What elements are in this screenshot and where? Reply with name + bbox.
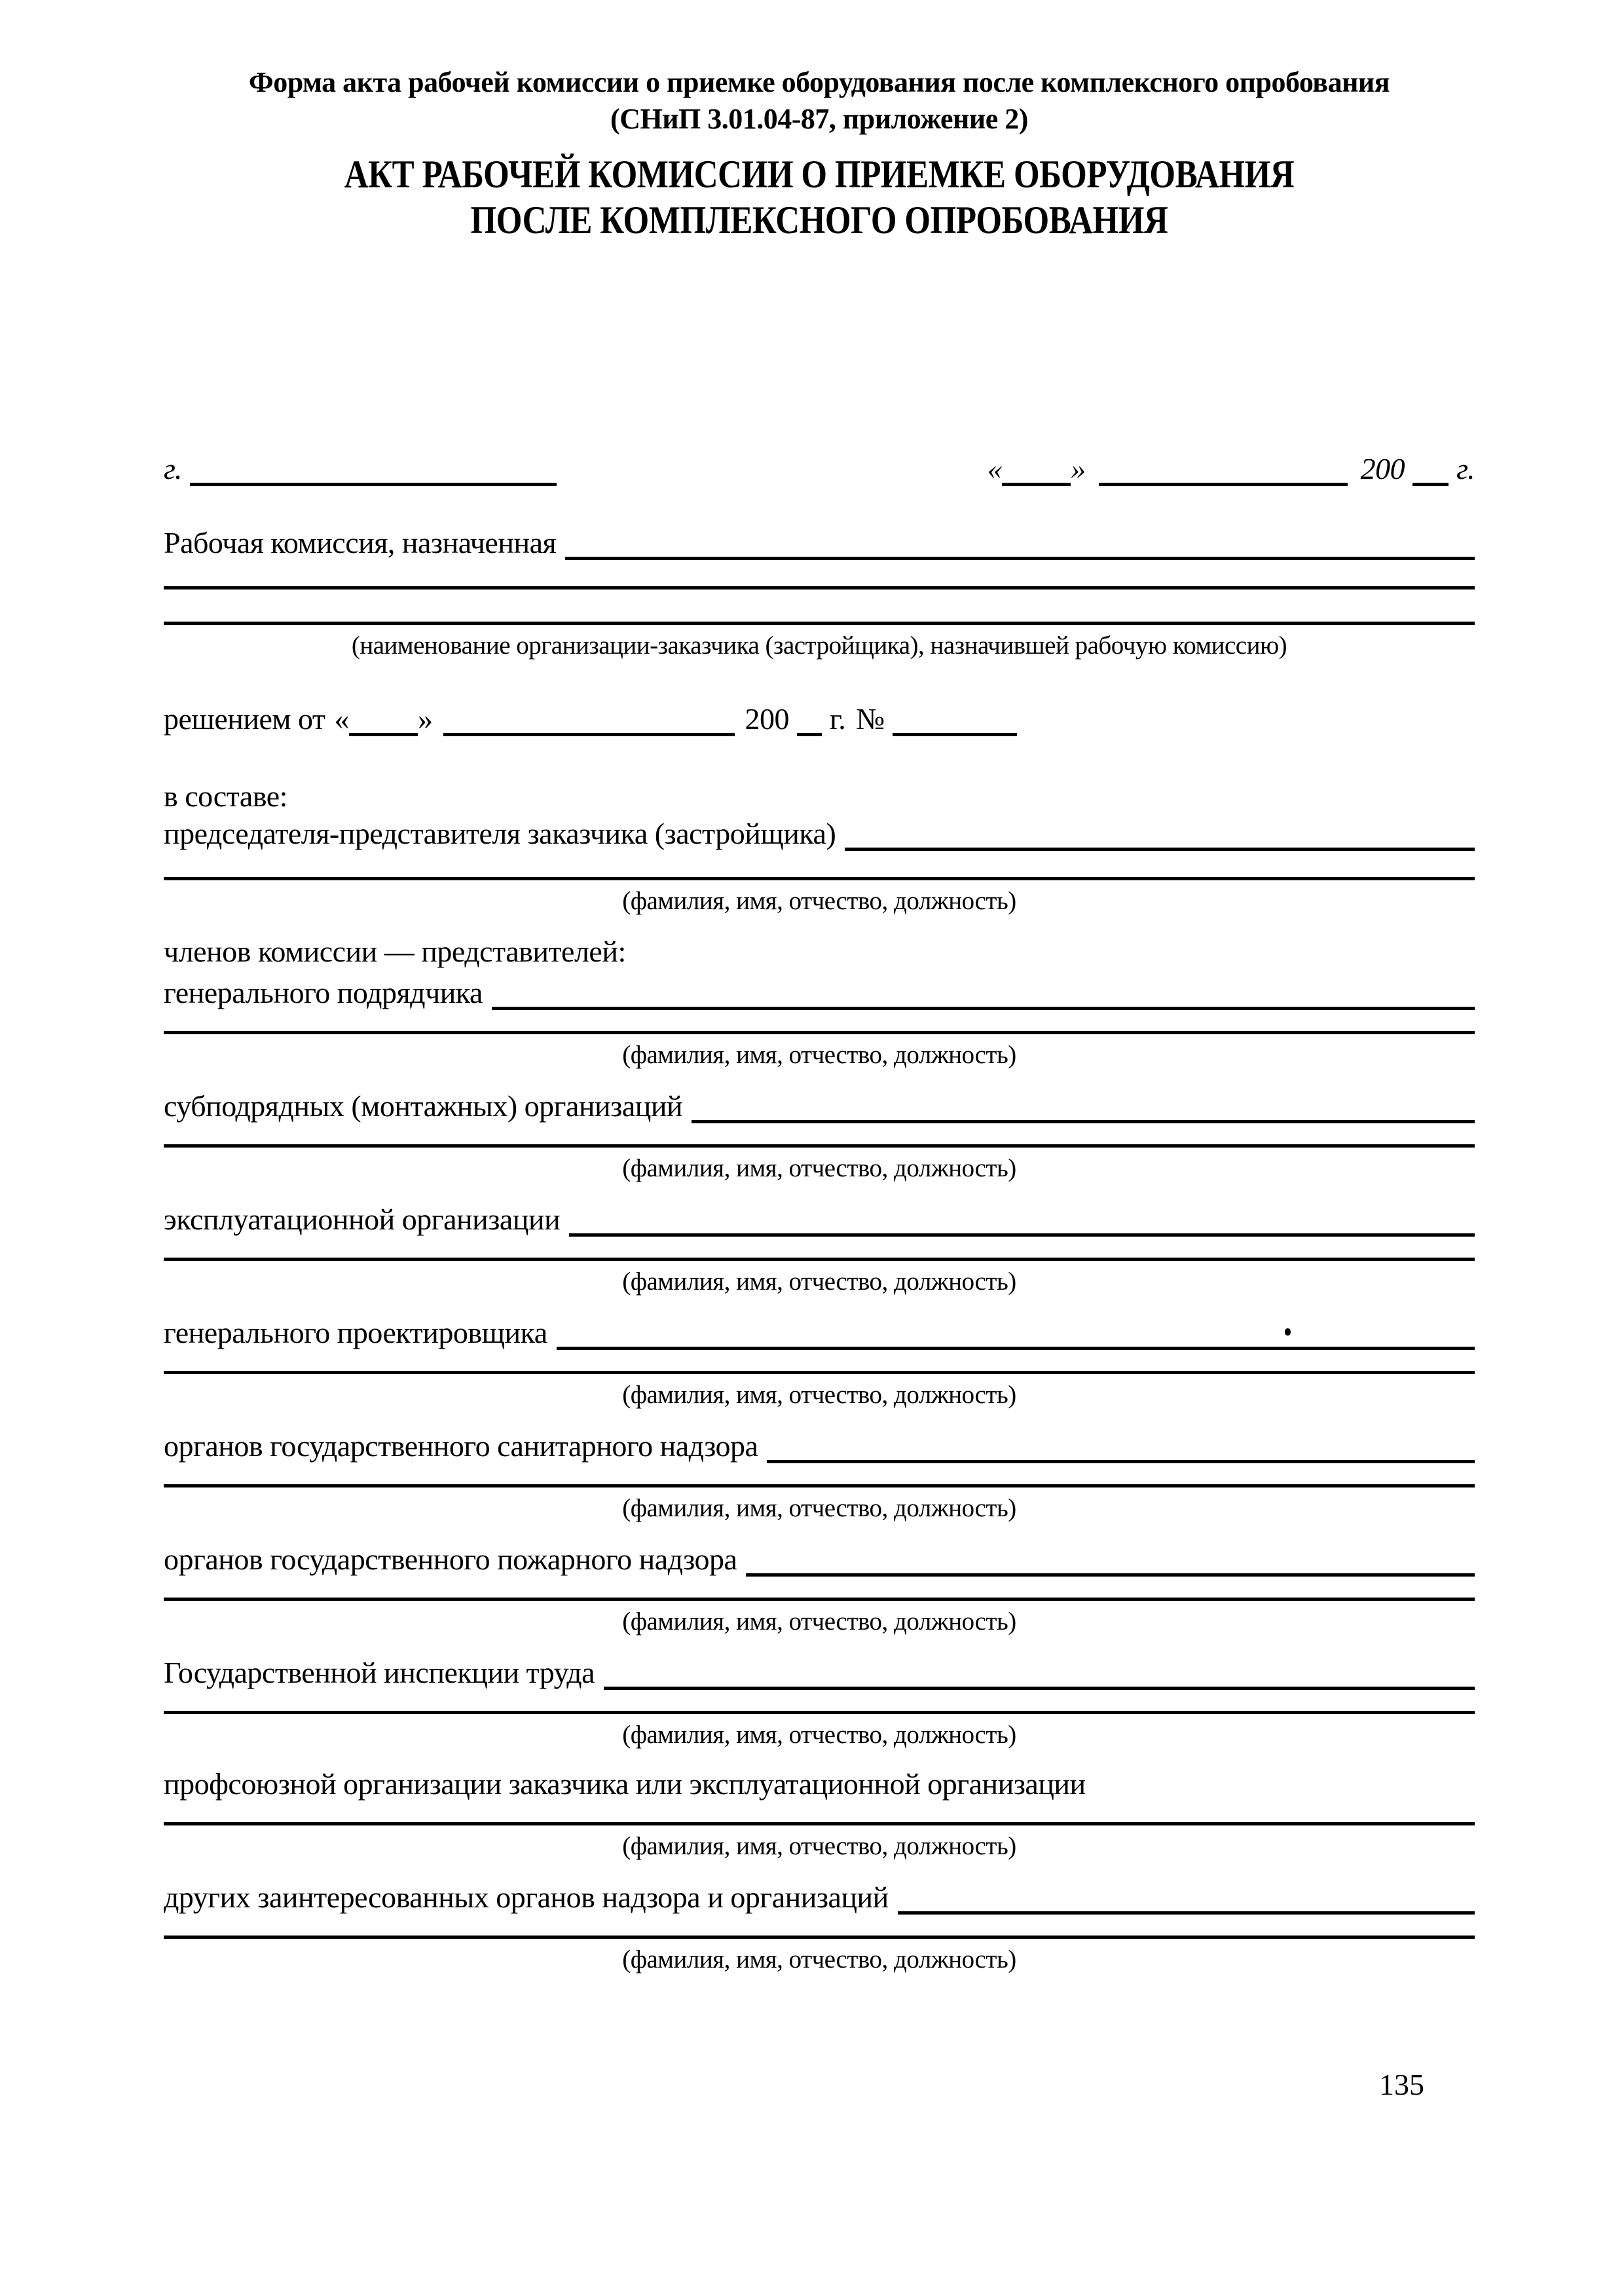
commission-intro-row	[164, 524, 1475, 560]
member-block	[164, 1879, 1475, 1975]
member-fill-in-blank[interactable]	[898, 1879, 1475, 1915]
decision-year-blank[interactable]	[797, 700, 822, 736]
member-block	[164, 1201, 1475, 1297]
document-title-line2: ПОСЛЕ КОМПЛЕКСНОГО ОПРОБОВАНИЯ	[470, 198, 1168, 242]
member-caption: (фамилия, имя, отчество, должность)	[622, 1832, 1016, 1861]
member-fill-in-line[interactable]	[164, 1936, 1475, 1939]
decision-quote-close: »	[418, 702, 433, 736]
form-header	[164, 64, 1475, 138]
commission-intro-blank[interactable]	[565, 524, 1475, 560]
member-label: Государственной инспекции труда	[164, 1656, 595, 1690]
city-field	[164, 450, 557, 486]
member-block	[164, 974, 1475, 1070]
chairman-row	[164, 815, 1475, 851]
date-year-suffix: г.	[1456, 452, 1475, 486]
member-fill-in-blank[interactable]	[604, 1654, 1475, 1690]
city-fill-in-blank[interactable]	[190, 450, 557, 486]
decision-number-sign: №	[856, 702, 885, 736]
member-fill-in-line[interactable]	[164, 1822, 1475, 1825]
date-quote-open: «	[987, 452, 1003, 486]
member-label: генерального проектировщика	[164, 1316, 547, 1350]
member-caption: (фамилия, имя, отчество, должность)	[622, 1945, 1016, 1974]
member-block	[164, 1541, 1475, 1637]
form-header-line1: Форма акта рабочей комиссии о приемке оборудования после комплексного опробования	[248, 66, 1390, 98]
member-label-row	[164, 1767, 1475, 1801]
date-quote-close: »	[1071, 452, 1086, 486]
member-block	[164, 1314, 1475, 1410]
chairman-fill-in-blank[interactable]	[845, 815, 1475, 851]
decision-prefix: решением от	[164, 702, 325, 736]
member-fill-in-line[interactable]	[164, 1711, 1475, 1714]
member-label-row	[164, 974, 1475, 1010]
member-block	[164, 1767, 1475, 1861]
date-day-blank[interactable]	[1002, 450, 1071, 486]
members-heading: членов комиссии — представителей:	[164, 935, 626, 969]
document-title-line1: АКТ РАБОЧЕЙ КОМИССИИ О ПРИЕМКЕ ОБОРУДОВАНИЯ	[344, 152, 1295, 196]
decision-year-prefix: 200	[745, 702, 790, 736]
decision-row	[164, 700, 1475, 736]
member-label-row	[164, 1879, 1475, 1915]
member-fill-in-line[interactable]	[164, 1258, 1475, 1261]
composition-heading: в составе:	[164, 779, 287, 814]
member-label: органов государственного пожарного надзора	[164, 1543, 737, 1577]
member-fill-in-line[interactable]	[164, 1484, 1475, 1487]
member-caption: (фамилия, имя, отчество, должность)	[622, 1154, 1016, 1183]
member-caption: (фамилия, имя, отчество, должность)	[622, 1267, 1016, 1296]
member-label: генерального подрядчика	[164, 976, 483, 1010]
commission-intro-label: Рабочая комиссия, назначенная	[164, 526, 557, 560]
member-fill-in-blank[interactable]	[569, 1201, 1475, 1237]
member-fill-in-blank[interactable]	[746, 1541, 1475, 1577]
decision-day-blank[interactable]	[349, 700, 418, 736]
member-label: эксплуатационной организации	[164, 1203, 561, 1237]
chairman-caption: (фамилия, имя, отчество, должность)	[622, 887, 1016, 916]
member-block	[164, 1087, 1475, 1184]
date-field	[987, 450, 1475, 486]
member-fill-in-blank[interactable]	[557, 1314, 1475, 1350]
member-fill-in-blank[interactable]	[492, 974, 1475, 1010]
member-caption: (фамилия, имя, отчество, должность)	[622, 1494, 1016, 1523]
date-year-prefix: 200	[1360, 452, 1405, 486]
member-label: органов государственного санитарного надзора	[164, 1429, 758, 1463]
member-label-row	[164, 1087, 1475, 1123]
decision-year-suffix: г.	[830, 702, 846, 736]
member-caption: (фамилия, имя, отчество, должность)	[622, 1041, 1016, 1070]
member-label-row	[164, 1541, 1475, 1577]
member-label: субподрядных (монтажных) организаций	[164, 1089, 683, 1123]
form-header-line2: (СНиП 3.01.04-87, приложение 2)	[610, 103, 1028, 136]
member-fill-in-line[interactable]	[164, 1598, 1475, 1601]
member-label-row	[164, 1314, 1475, 1350]
city-label: г.	[164, 452, 182, 486]
intro-caption: (наименование организации-заказчика (застройщика), назначившей рабочую комиссию)	[351, 631, 1287, 660]
date-month-blank[interactable]	[1099, 450, 1348, 486]
member-fill-in-blank[interactable]	[767, 1427, 1475, 1463]
member-fill-in-line[interactable]	[164, 1371, 1475, 1374]
document-title	[164, 151, 1475, 244]
chairman-fill-in-line[interactable]	[164, 877, 1475, 880]
member-fill-in-line[interactable]	[164, 1031, 1475, 1034]
member-fill-in-blank[interactable]	[692, 1087, 1475, 1123]
page-number: 135	[1379, 2068, 1424, 2101]
decision-month-blank[interactable]	[443, 700, 735, 736]
intro-fill-in-line-2[interactable]	[164, 622, 1475, 625]
member-fill-in-line[interactable]	[164, 1144, 1475, 1148]
member-label-row	[164, 1201, 1475, 1237]
decision-quote-open: «	[334, 702, 350, 736]
member-caption: (фамилия, имя, отчество, должность)	[622, 1721, 1016, 1749]
member-label-row	[164, 1427, 1475, 1463]
members-list	[164, 974, 1475, 1975]
member-block	[164, 1654, 1475, 1750]
scan-artifact-dot	[1285, 1328, 1291, 1336]
city-date-row	[164, 450, 1475, 486]
member-label-row	[164, 1654, 1475, 1690]
member-label: профсоюзной организации заказчика или эксплуатационной организации	[164, 1767, 1086, 1801]
date-year-blank[interactable]	[1412, 450, 1449, 486]
member-caption: (фамилия, имя, отчество, должность)	[622, 1381, 1016, 1410]
chairman-label: председателя-представителя заказчика (застройщика)	[164, 817, 836, 851]
member-block	[164, 1427, 1475, 1524]
intro-fill-in-line-1[interactable]	[164, 586, 1475, 589]
member-label: других заинтересованных органов надзора и организаций	[164, 1880, 889, 1915]
decision-number-blank[interactable]	[893, 700, 1017, 736]
member-caption: (фамилия, имя, отчество, должность)	[622, 1607, 1016, 1636]
